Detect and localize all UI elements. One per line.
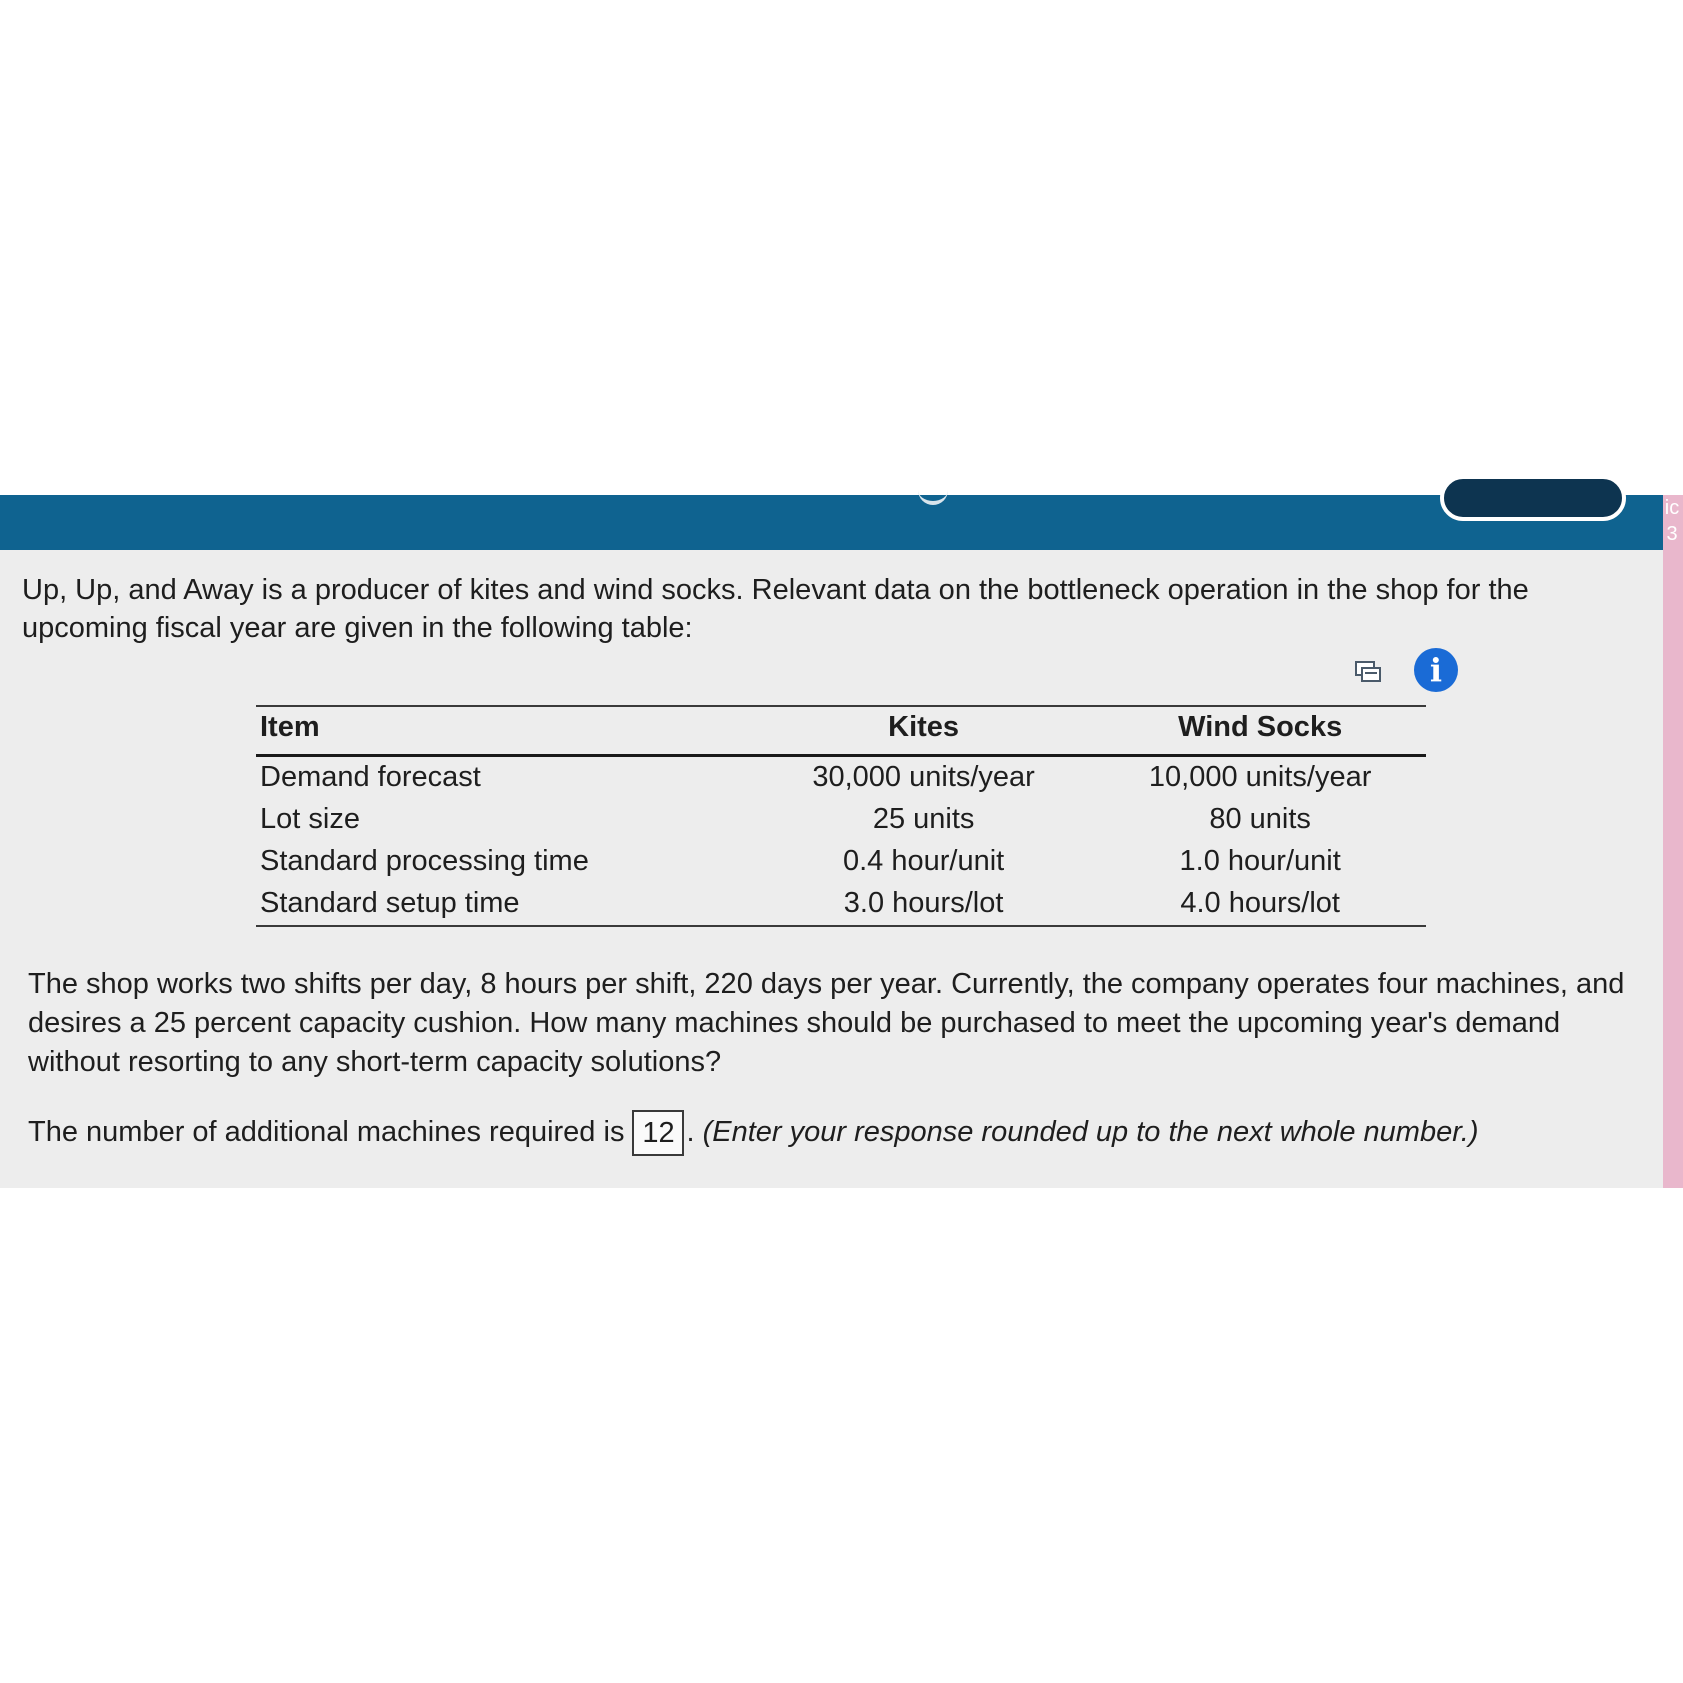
wind-socks-value: 80 units	[1209, 802, 1311, 835]
kites-value: 3.0 hours/lot	[753, 883, 1094, 926]
header-item: Item	[256, 706, 753, 756]
answer-line	[28, 1108, 1648, 1156]
kites-value: 0.4 hour/unit	[842, 844, 1005, 877]
table-row	[256, 799, 1426, 841]
info-icon[interactable]: i	[1414, 648, 1458, 692]
wind-socks-value: 1.0 hour/unit	[1179, 844, 1341, 877]
header-pill-button[interactable]	[1440, 475, 1626, 521]
table-header-row	[256, 706, 1426, 756]
problem-intro: Up, Up, and Away is a producer of kites and wind socks. Relevant data on the bottleneck operation in the shop for the upcoming fiscal year are given in the following table:	[22, 574, 1529, 644]
row-label: Standard processing time	[260, 844, 589, 877]
side-strip-text	[1663, 495, 1681, 547]
header-wind-socks: Wind Socks	[1094, 706, 1426, 756]
table-row	[256, 756, 1426, 800]
data-table	[256, 705, 1426, 927]
kites-value: 25 units	[872, 802, 975, 835]
copy-icon[interactable]	[1354, 660, 1382, 684]
side-strip-text-2: 3	[1666, 523, 1678, 545]
wind-socks-value: 10,000 units/year	[1148, 760, 1372, 793]
side-strip-text-1: ic	[1664, 497, 1680, 519]
answer-input[interactable]: 12	[632, 1110, 684, 1156]
row-label: Standard setup time	[256, 883, 753, 926]
side-strip	[1663, 495, 1683, 1188]
table-row	[256, 883, 1426, 926]
question-text: The shop works two shifts per day, 8 hours per shift, 220 days per year. Currently, the company operates four machines, and desires a 25 percent capacity cushion. How many machines should be purchased to meet the upcoming year's demand without resorting to any short-term capacity solutions?	[28, 968, 1625, 1078]
header-bar	[0, 495, 1683, 550]
answer-hint: (Enter your response rounded up to the next whole number.)	[702, 1116, 1479, 1148]
row-label: Lot size	[260, 802, 360, 835]
answer-prefix: The number of additional machines required is	[28, 1116, 625, 1148]
header-kites: Kites	[753, 706, 1094, 756]
row-label: Demand forecast	[260, 760, 481, 793]
answer-suffix: .	[686, 1116, 695, 1148]
table-row	[256, 841, 1426, 883]
table-tools	[1350, 648, 1470, 694]
kites-value: 30,000 units/year	[812, 760, 1035, 793]
header-circle-icon[interactable]	[918, 485, 948, 505]
wind-socks-value: 4.0 hours/lot	[1094, 883, 1426, 926]
question-panel	[0, 495, 1683, 1188]
